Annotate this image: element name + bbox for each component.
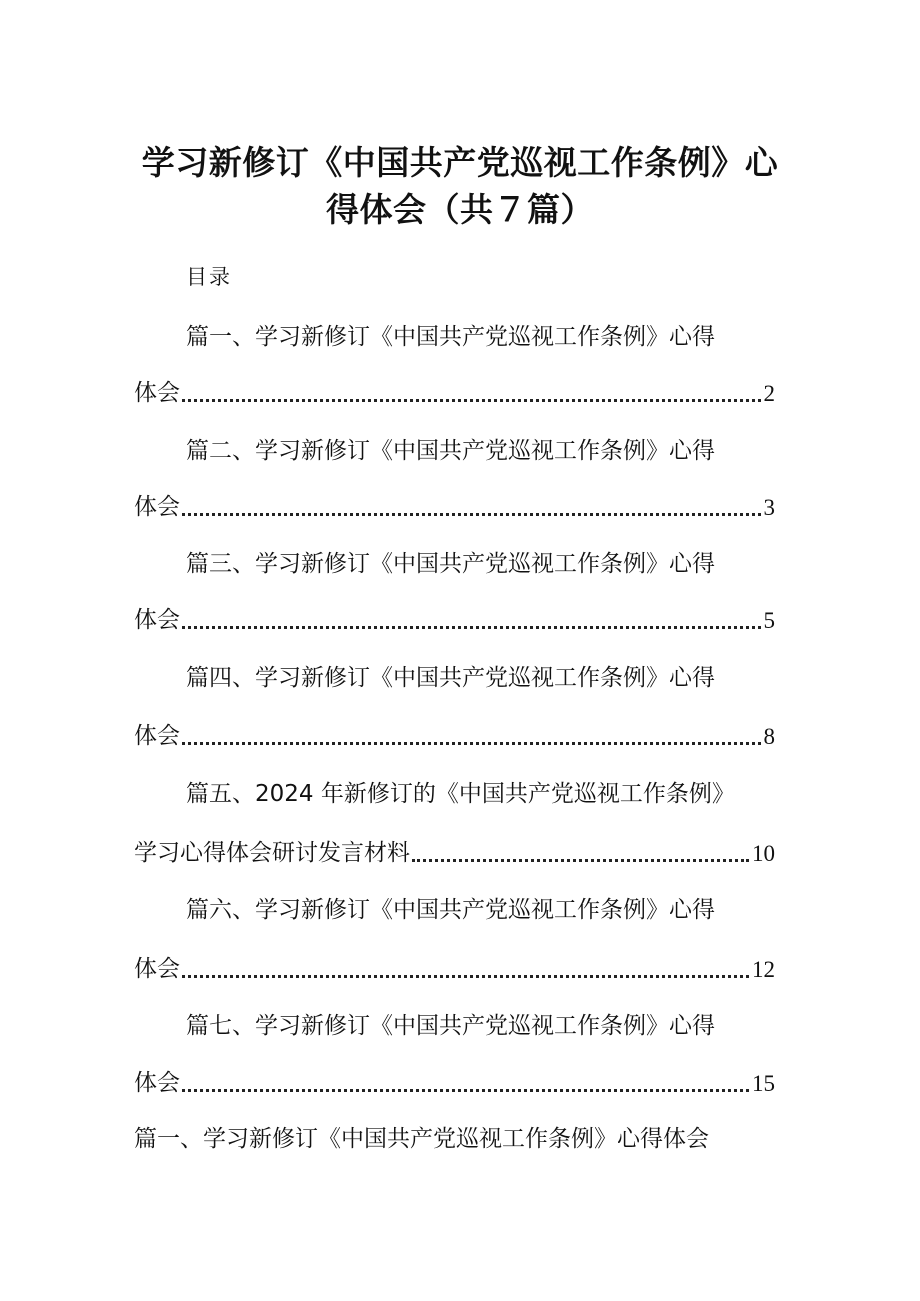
toc-dot-leader [182,1089,749,1092]
document-title-line-1: 学习新修订《中国共产党巡视工作条例》心 [141,143,779,182]
toc-entry-5-title-cont: 学习心得体会研讨发言材料 [134,840,410,866]
toc-heading: 目录 [186,265,232,289]
toc-entry-6[interactable] [134,958,775,981]
toc-entry-1-title[interactable]: 篇一、学习新修订《中国共产党巡视工作条例》心得 [186,324,715,350]
toc-entry-6-title[interactable]: 篇六、学习新修订《中国共产党巡视工作条例》心得 [186,897,715,923]
toc-entry-1-title-cont: 体会 [134,380,180,406]
section-heading: 篇一、学习新修订《中国共产党巡视工作条例》心得体会 [134,1126,709,1152]
toc-dot-leader [412,859,749,862]
toc-entry-1-page: 2 [763,381,775,406]
toc-entry-2-page: 3 [763,495,775,520]
toc-entry-5-page: 10 [752,841,775,866]
toc-entry-3-title[interactable]: 篇三、学习新修订《中国共产党巡视工作条例》心得 [186,551,715,577]
toc-entry-7-title[interactable]: 篇七、学习新修订《中国共产党巡视工作条例》心得 [186,1013,715,1039]
toc-entry-4-page: 8 [763,724,775,749]
document-title-line-2: 得体会（共７篇） [326,190,594,229]
toc-entry-6-page: 12 [752,957,775,982]
toc-entry-6-title-cont: 体会 [134,956,180,982]
toc-entry-7-page: 15 [752,1071,775,1096]
toc-entry-3-page: 5 [763,608,775,633]
toc-entry-4-title[interactable]: 篇四、学习新修订《中国共产党巡视工作条例》心得 [186,665,715,691]
toc-entry-4-title-cont: 体会 [134,723,180,749]
toc-dot-leader [182,513,761,516]
toc-entry-2-title[interactable]: 篇二、学习新修订《中国共产党巡视工作条例》心得 [186,438,715,464]
toc-dot-leader [182,399,761,402]
toc-dot-leader [182,742,761,745]
toc-entry-2[interactable] [134,496,775,519]
toc-entry-4[interactable] [134,725,775,748]
toc-entry-1[interactable] [134,382,775,405]
toc-dot-leader [182,975,749,978]
toc-entry-5-title[interactable]: 篇五、2024 年新修订的《中国共产党巡视工作条例》 [186,781,735,807]
toc-entry-3[interactable] [134,609,775,632]
toc-entry-7-title-cont: 体会 [134,1070,180,1096]
toc-entry-7[interactable] [134,1072,775,1095]
toc-entry-3-title-cont: 体会 [134,607,180,633]
toc-dot-leader [182,626,761,629]
toc-entry-2-title-cont: 体会 [134,494,180,520]
toc-entry-5[interactable] [134,842,775,865]
